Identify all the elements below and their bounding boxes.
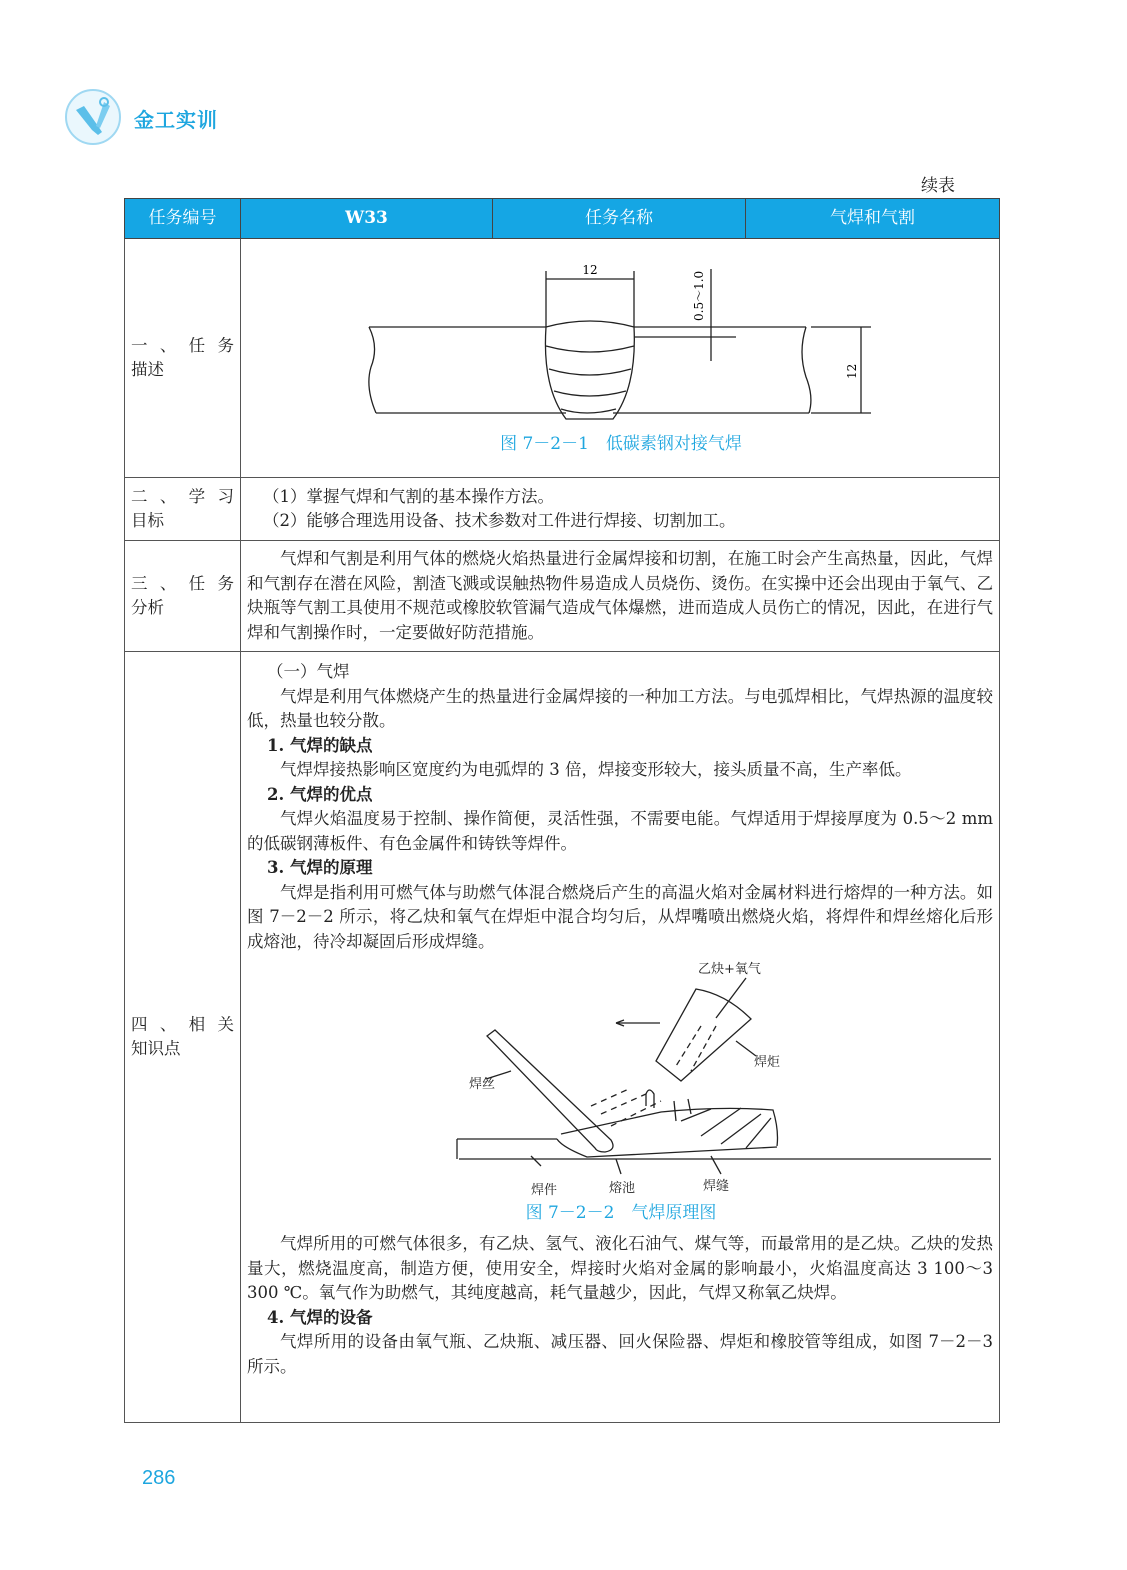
butt-weld-figure [241, 251, 997, 451]
paragraph: 气焊焊接热影响区宽度约为电弧焊的 3 倍，焊接变形较大，接头质量不高，生产率低。 [280, 760, 912, 779]
paragraph: 气焊火焰温度易于控制、操作简便，灵活性强，不需要电能。气焊适用于焊接厚度为 0.5～2 mm 的低碳钢薄板件、有色金属件和铸铁等焊件。 [247, 809, 993, 853]
table-row [125, 541, 1000, 652]
task-table [124, 198, 1000, 1423]
brand-title: 金工实训 [134, 108, 218, 132]
gas-welding-figure [247, 954, 991, 1226]
paragraph: 气焊所用的可燃气体很多，有乙炔、氢气、液化石油气、煤气等，而最常用的是乙炔。乙炔的发热量大，燃烧温度高，制造方便，使用安全，焊接时火焰对金属的影响最小，火焰温度高达 3 100～3 300 ℃。氧气作为助燃气，其纯度越高，耗气量越少，因此，气焊又称氧乙炔焊。 [247, 1234, 993, 1302]
header-task-name: 任务名称 [493, 199, 746, 239]
table-row [125, 652, 1000, 1423]
header-task-name-value: 气焊和气割 [746, 199, 1000, 239]
wrench-icon [64, 88, 122, 146]
row-label: 一、任务 描述 [125, 239, 241, 478]
svg-text:0.5～1.0: 0.5～1.0 [692, 270, 706, 321]
analysis-text: 气焊和气割是利用气体的燃烧火焰热量进行金属焊接和切割，在施工时会产生高热量，因此，气焊和气割存在潜在风险，割渣飞溅或误触热物件易造成人员烧伤、烫伤。在实操中还会出现由于氧气、乙炔瓶等气割工具使用不规范或橡胶软管漏气造成气体爆燃，进而造成人员伤亡的情况，因此，在进行气焊和气割操作时，一定要做好防范措施。 [247, 549, 993, 642]
header-task-no: 任务编号 [125, 199, 241, 239]
paragraph: 气焊所用的设备由氧气瓶、乙炔瓶、减压器、回火保险器、焊炬和橡胶管等组成，如图 7－2－3 所示。 [247, 1332, 993, 1376]
svg-text:12: 12 [845, 363, 859, 379]
objectives [241, 478, 1000, 541]
svg-text:熔池: 熔池 [609, 1181, 636, 1196]
svg-text:焊件: 焊件 [531, 1183, 558, 1198]
row-label: 二、学习 目标 [125, 478, 241, 541]
row-label: 三、任务 分析 [125, 541, 241, 652]
subheading: 4. 气焊的设备 [267, 1307, 373, 1327]
svg-text:焊炬: 焊炬 [754, 1055, 781, 1070]
table-row [125, 478, 1000, 541]
svg-text:焊丝: 焊丝 [469, 1077, 496, 1092]
figure-cell [241, 239, 1000, 478]
continued-label: 续表 [921, 176, 955, 196]
figure-labels [469, 961, 780, 1198]
paragraph: 气焊是利用气体燃烧产生的热量进行金属焊接的一种加工方法。与电弧焊相比，气焊热源的温度较低，热量也较分散。 [247, 686, 993, 730]
svg-text:焊缝: 焊缝 [703, 1179, 730, 1194]
row-label: 四、相关 知识点 [125, 652, 241, 1423]
svg-text:乙炔+氧气: 乙炔+氧气 [698, 962, 761, 977]
svg-text:12: 12 [582, 263, 598, 277]
subheading: 1. 气焊的缺点 [267, 735, 373, 755]
paragraph: 气焊是指利用可燃气体与助燃气体混合燃烧后产生的高温火焰对金属材料进行熔焊的一种方法。如图 7－2－2 所示，将乙炔和氧气在焊炬中混合均匀后，从焊嘴喷出燃烧火焰，将焊件和焊丝熔化后形成熔池，待冷却凝固后形成焊缝。 [247, 882, 993, 951]
header-task-no-value: W33 [241, 199, 493, 239]
table-header-row [125, 199, 1000, 239]
subheading: 2. 气焊的优点 [267, 784, 373, 804]
page-number: 286 [142, 1467, 176, 1489]
section-heading: （一）气焊 [267, 662, 350, 681]
figure-caption: 图 7－2－1 低碳素钢对接气焊 [500, 434, 742, 451]
figure-caption: 图 7－2－2 气焊原理图 [525, 1203, 717, 1223]
list-item: （2）能够合理选用设备、技术参数对工件进行焊接、切割加工。 [263, 511, 736, 530]
subheading: 3. 气焊的原理 [267, 858, 373, 877]
table-row [125, 239, 1000, 478]
list-item: （1）掌握气焊和气割的基本操作方法。 [263, 486, 554, 506]
